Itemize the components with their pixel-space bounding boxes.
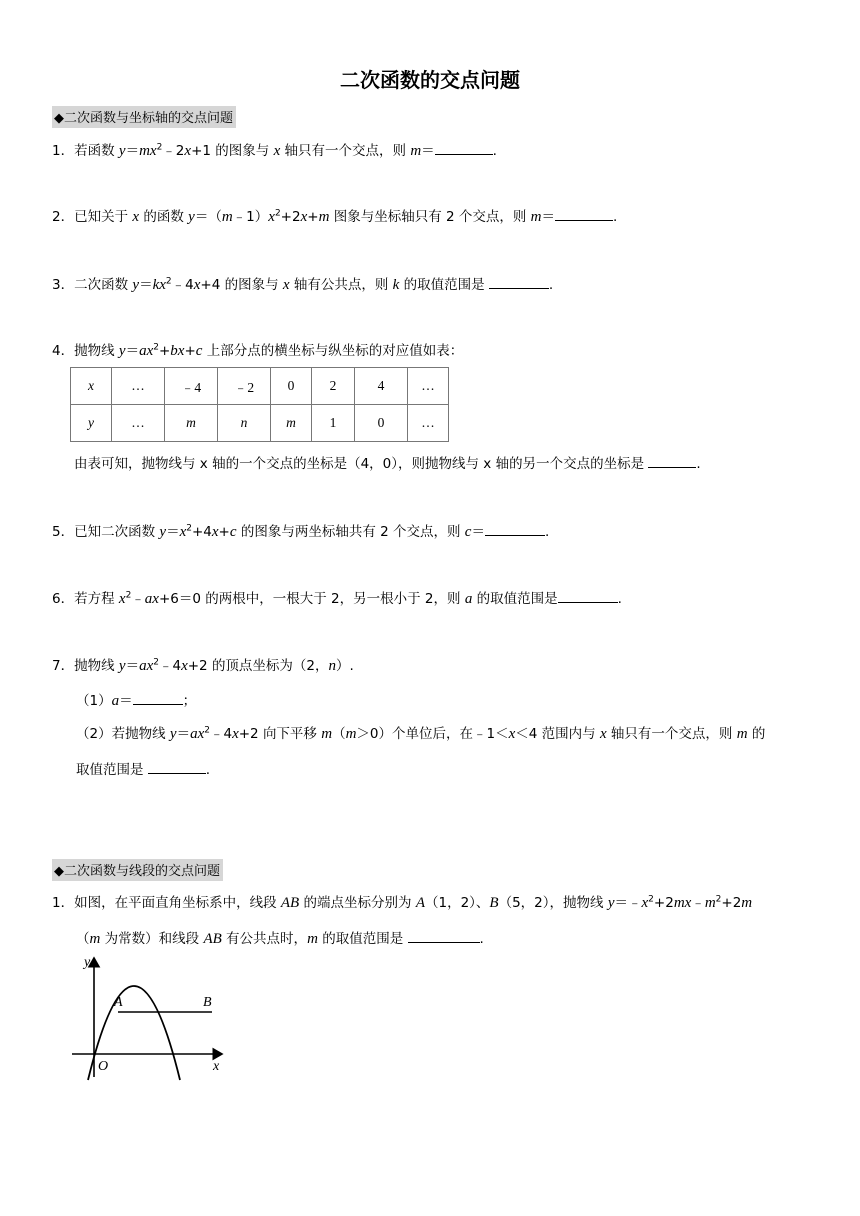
answer-blank[interactable] xyxy=(148,759,206,774)
question-5: 5．已知二次函数 $y=x^2+4x+c$ 的图象与两坐标轴共有 2 个交点，则 c＝ . xyxy=(52,521,549,542)
segment-question-1-line2: （m 为常数）和线段 AB 有公共点时，m 的取值范围是 . xyxy=(76,928,484,949)
point-b-label: B xyxy=(203,995,212,1010)
question-7: 7．抛物线 $y=ax^2﹣4x+2$ 的顶点坐标为（2，n）. xyxy=(52,657,354,674)
question-7-part-2-line2: 取值范围是 . xyxy=(76,759,210,780)
answer-blank[interactable] xyxy=(485,521,545,536)
table-cell: … xyxy=(112,368,165,405)
answer-blank[interactable] xyxy=(435,140,493,155)
segment-question-1: 1．如图，在平面直角坐标系中，线段 AB 的端点坐标分别为 A（1，2）、B（5，2），抛物线 $y=﹣x^2+2mx﹣m^2+2m$ xyxy=(52,894,753,911)
page-title: 二次函数的交点问题 xyxy=(340,68,520,92)
answer-blank[interactable] xyxy=(555,206,613,221)
answer-blank[interactable] xyxy=(648,453,696,468)
parabola-figure xyxy=(66,952,236,1082)
table-cell: x xyxy=(71,368,112,405)
answer-blank[interactable] xyxy=(133,690,183,705)
table-cell: m xyxy=(165,405,218,442)
table-cell: 4 xyxy=(355,368,408,405)
table-cell: n xyxy=(218,405,271,442)
table-cell: ﹣4 xyxy=(165,368,218,405)
question-2: 2．已知关于 x 的函数 $y=(m﹣1)x^2+2x+m$ 图象与坐标轴只有 2 个交点，则 m＝ . xyxy=(52,206,617,227)
answer-blank[interactable] xyxy=(558,588,618,603)
table-cell: m xyxy=(271,405,312,442)
section-header-axis: ◆二次函数与坐标轴的交点问题 xyxy=(52,106,236,128)
y-axis-label: y xyxy=(84,955,91,970)
x-axis-label: x xyxy=(213,1059,220,1074)
question-4-note: 由表可知，抛物线与 x 轴的一个交点的坐标是（4，0），则抛物线与 x 轴的另一个交点的坐标是 . xyxy=(74,453,701,474)
table-cell: 2 xyxy=(312,368,355,405)
answer-blank[interactable] xyxy=(408,928,480,943)
table-cell: 0 xyxy=(271,368,312,405)
value-table xyxy=(70,367,449,442)
table-cell: y xyxy=(71,405,112,442)
table-cell: ﹣2 xyxy=(218,368,271,405)
question-1: 1．若函数 $y=mx^2﹣2x+1$ 的图象与 x 轴只有一个交点，则 m＝ . xyxy=(52,140,497,161)
table-cell: … xyxy=(408,368,449,405)
table-row-y xyxy=(71,405,449,442)
table-cell: 0 xyxy=(355,405,408,442)
question-7-part-1: （1）a＝ ； xyxy=(76,690,196,711)
table-cell: 1 xyxy=(312,405,355,442)
section-header-segment: ◆二次函数与线段的交点问题 xyxy=(52,859,223,881)
table-cell: … xyxy=(408,405,449,442)
question-4: 4．抛物线 $y=ax^2+bx+c$ 上部分点的横坐标与纵坐标的对应值如表： xyxy=(52,342,464,359)
question-3: 3．二次函数 $y=kx^2﹣4x+4$ 的图象与 x 轴有公共点，则 k 的取值范围是 . xyxy=(52,274,553,295)
answer-blank[interactable] xyxy=(489,274,549,289)
question-7-part-2: （2）若抛物线 $y=ax^2﹣4x+2$ 向下平移 m（m＞0）个单位后，在﹣1＜x＜4 范围内与 x 轴只有一个交点，则 m 的 xyxy=(76,725,766,742)
table-cell: … xyxy=(112,405,165,442)
origin-label: O xyxy=(98,1059,109,1074)
table-row-x xyxy=(71,368,449,405)
point-a-label: A xyxy=(114,995,123,1010)
question-6: 6．若方程 $x^2﹣ax+6=0$ 的两根中，一根大于 2，另一根小于 2，则 a 的取值范围是 . xyxy=(52,588,622,609)
